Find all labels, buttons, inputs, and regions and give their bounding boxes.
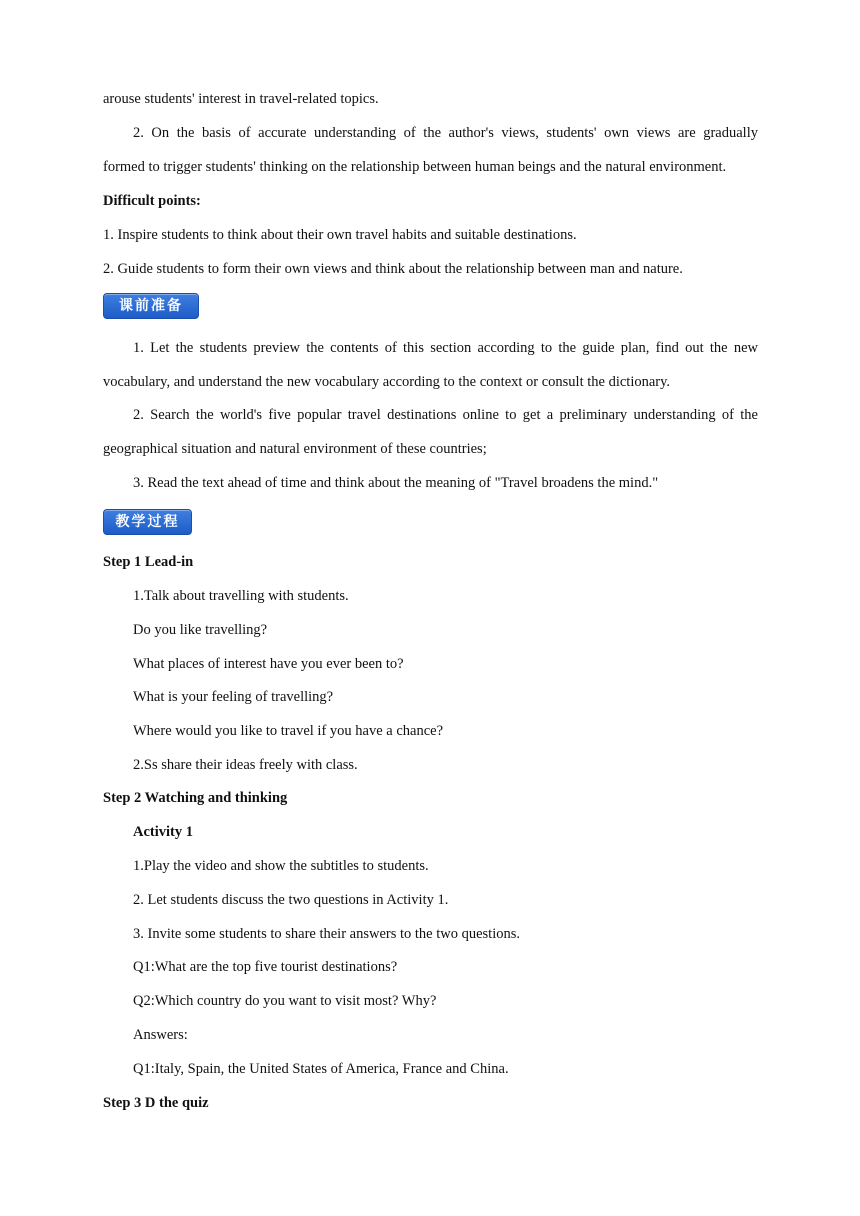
step-2-line: 1.Play the video and show the subtitles to students. bbox=[133, 858, 429, 874]
step-1-heading: Step 1 Lead-in bbox=[103, 554, 194, 570]
preparation-item-3: 3. Read the text ahead of time and think about the meaning of "Travel broadens the mind." bbox=[133, 475, 659, 491]
step-2-line: Answers: bbox=[133, 1027, 188, 1043]
preparation-item-1-line-1: 1. Let the students preview the contents of this section according to the guide plan, find out the new bbox=[133, 340, 758, 356]
intro-point-2-line-1: 2. On the basis of accurate understanding of the author's views, students' own views are gradually bbox=[133, 125, 758, 141]
step-1-line: 1.Talk about travelling with students. bbox=[133, 588, 349, 604]
step-2-line: Q1:Italy, Spain, the United States of America, France and China. bbox=[133, 1061, 509, 1077]
preparation-item-1-line-2: vocabulary, and understand the new vocabulary according to the context or consult the dictionary. bbox=[103, 374, 671, 390]
process-badge: 教学过程 bbox=[103, 509, 192, 535]
step-1-line: What places of interest have you ever been to? bbox=[133, 656, 404, 672]
preparation-item-2-line-2: geographical situation and natural environment of these countries; bbox=[103, 441, 487, 457]
step-2-line: Q2:Which country do you want to visit most? Why? bbox=[133, 993, 437, 1009]
intro-line: arouse students' interest in travel-related topics. bbox=[103, 91, 379, 107]
step-3-heading: Step 3 D the quiz bbox=[103, 1095, 209, 1111]
step-2-line: Q1:What are the top five tourist destinations? bbox=[133, 959, 398, 975]
step-1-line: What is your feeling of travelling? bbox=[133, 689, 334, 705]
preparation-badge: 课前准备 bbox=[103, 293, 199, 319]
step-2-line: 3. Invite some students to share their answers to the two questions. bbox=[133, 926, 521, 942]
difficult-point-item: 2. Guide students to form their own views and think about the relationship between man and nature. bbox=[103, 261, 683, 277]
preparation-item-2-line-1: 2. Search the world's five popular travel destinations online to get a preliminary understanding of the bbox=[133, 407, 758, 423]
step-1-line: 2.Ss share their ideas freely with class. bbox=[133, 757, 358, 773]
step-2-line: 2. Let students discuss the two questions in Activity 1. bbox=[133, 892, 449, 908]
activity-1-heading: Activity 1 bbox=[133, 824, 193, 840]
difficult-points-heading: Difficult points: bbox=[103, 193, 201, 209]
difficult-point-item: 1. Inspire students to think about their own travel habits and suitable destinations. bbox=[103, 227, 577, 243]
step-2-heading: Step 2 Watching and thinking bbox=[103, 790, 288, 806]
intro-point-2-line-2: formed to trigger students' thinking on the relationship between human beings and the natural environment. bbox=[103, 159, 727, 175]
step-1-line: Where would you like to travel if you have a chance? bbox=[133, 723, 444, 739]
step-1-line: Do you like travelling? bbox=[133, 622, 268, 638]
